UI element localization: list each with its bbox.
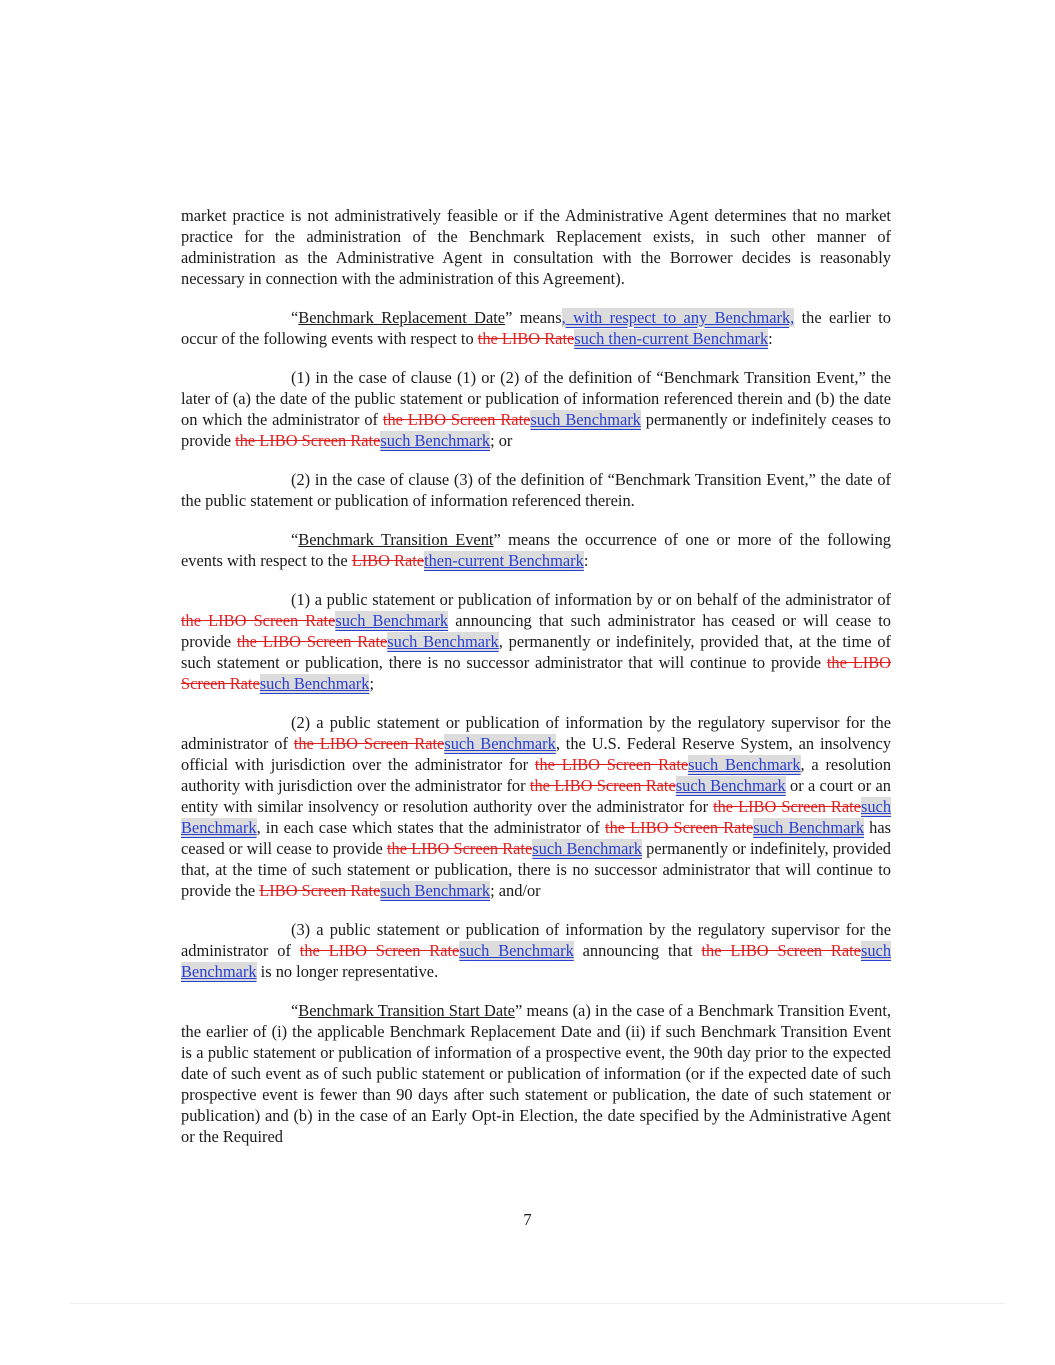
inserted-text: such Benchmark <box>530 410 641 429</box>
clause-1-transition-event: (1) a public statement or publication of information by or on behalf of the administrator of the LIBO Screen Ratesuch Benchmark announcing that such administrator has ceased or will cease to provide the LIBO Screen Ratesuch Benchmark, permanently or indefinitely, provided that, at the time of such statement or publication, there is no successor administrator that will continue to provide the LIBO Screen Ratesuch Benchmark; <box>181 590 892 693</box>
inserted-text: , with respect to any Benchmark, <box>561 308 795 327</box>
definition-benchmark-transition-start-date: “Benchmark Transition Start Date” means (a) in the case of a Benchmark Transition Event, the earlier of (i) the applicable Benchmark Replacement Date and (ii) if such Benchmark Transition Event is a public statement or publication of information of a prospective event, the 90th day prior to the expected date of such event as of such public statement or publication of information (or if the expected date of such prospective event is fewer than 90 days after such statement or publication, the date of such statement or publication) and (b) in the case of an Early Opt-in Election, the date specified by the Administrative Agent or the Required <box>181 1001 891 1146</box>
deleted-text: the LIBO Screen Rate <box>534 755 689 774</box>
deleted-text: the LIBO Screen Rate <box>181 653 891 693</box>
deleted-text: the LIBO Screen Rate <box>235 431 381 450</box>
definition-benchmark-transition-event: “Benchmark Transition Event” means the occurrence of one or more of the following events with respect to the LIBO Ratethen-current Benchmark: <box>181 530 891 570</box>
inserted-text: such Benchmark <box>688 755 801 774</box>
deleted-text: the LIBO Screen Rate <box>299 941 460 960</box>
defined-term: Benchmark Replacement Date <box>298 308 506 327</box>
deleted-text: the LIBO Rate <box>477 329 575 348</box>
close-quote: ” <box>493 530 501 549</box>
defined-term: Benchmark Transition Start Date <box>298 1001 515 1020</box>
inserted-text: such Benchmark <box>259 674 370 693</box>
document-page <box>181 205 891 1165</box>
close-quote: ” <box>514 1001 523 1020</box>
page-number: 7 <box>523 1210 532 1229</box>
inserted-text: such Benchmark <box>753 818 865 837</box>
defined-term: Benchmark Transition Event <box>298 530 494 549</box>
inserted-text: such Benchmark <box>181 797 892 837</box>
close-quote: ” <box>505 308 513 327</box>
footer-divider <box>70 1303 1005 1304</box>
inserted-text: such then-current Benchmark <box>574 329 769 348</box>
deleted-text: the LIBO Screen Rate <box>529 776 676 795</box>
open-quote: “ <box>291 308 299 327</box>
inserted-text: such Benchmark <box>387 632 499 651</box>
deleted-text: the LIBO Screen Rate <box>236 632 388 651</box>
clause-2-replacement-date: (2) in the case of clause (3) of the definition of “Benchmark Transition Event,” the date of the public statement or publication of information referenced therein. <box>181 470 891 510</box>
deleted-text: LIBO Rate <box>351 551 425 570</box>
deleted-text: the LIBO Screen Rate <box>293 734 445 753</box>
deleted-text: the LIBO Screen Rate <box>181 611 336 630</box>
inserted-text: such Benchmark <box>181 941 892 981</box>
inserted-text: such Benchmark <box>444 734 556 753</box>
definition-benchmark-replacement-date: “Benchmark Replacement Date” means, with respect to any Benchmark, the earlier to occur of the following events with respect to the LIBO Ratesuch then-current Benchmark: <box>181 308 892 348</box>
deleted-text: LIBO Screen Rate <box>259 881 381 900</box>
inserted-text: such Benchmark <box>532 839 642 858</box>
clause-2-transition-event: (2) a public statement or publication of information by the regulatory supervisor for the administrator of the LIBO Screen Ratesuch Benchmark, the U.S. Federal Reserve System, an insolvency official with jurisdiction over the administrator for the LIBO Screen Ratesuch Benchmark, a resolution authority with jurisdiction over the administrator for the LIBO Screen Ratesuch Benchmark or a court or an entity with similar insolvency or resolution authority over the administrator for the LIBO Screen Ratesuch Benchmark, in each case which states that the administrator of the LIBO Screen Ratesuch Benchmark has ceased or will cease to provide the LIBO Screen Ratesuch Benchmark permanently or indefinitely, provided that, at the time of such statement or publication, there is no successor administrator that will continue to provide the LIBO Screen Ratesuch Benchmark; and/or <box>181 713 892 900</box>
inserted-text: then-current Benchmark <box>424 551 584 570</box>
clause-1-replacement-date: (1) in the case of clause (1) or (2) of the definition of “Benchmark Transition Event,” the later of (a) the date of the public statement or publication of information referenced therein and (b) the date on which the administrator of the LIBO Screen Ratesuch Benchmark permanently or indefinitely ceases to provide the LIBO Screen Ratesuch Benchmark; or <box>181 368 891 450</box>
inserted-text: such Benchmark <box>380 431 491 450</box>
deleted-text: the LIBO Screen Rate <box>382 410 531 429</box>
deleted-text: the LIBO Screen Rate <box>386 839 533 858</box>
clause-3-transition-event: (3) a public statement or publication of information by the regulatory supervisor for the administrator of the LIBO Screen Ratesuch Benchmark announcing that the LIBO Screen Ratesuch Benchmark is no longer representative. <box>181 920 892 981</box>
paragraph-continuation: market practice is not administratively feasible or if the Administrative Agent determines that no market practice for the administration of the Benchmark Replacement exists, in such other manner of administration as the Administrative Agent in consultation with the Borrower decides is reasonably necessary in connection with the administration of this Agreement). <box>181 206 891 288</box>
inserted-text: such Benchmark <box>459 941 574 960</box>
deleted-text: the LIBO Screen Rate <box>701 941 861 960</box>
deleted-text: the LIBO Screen Rate <box>605 818 754 837</box>
inserted-text: such Benchmark <box>380 881 491 900</box>
inserted-text: such Benchmark <box>675 776 786 795</box>
open-quote: “ <box>291 530 299 549</box>
inserted-text: such Benchmark <box>335 611 449 630</box>
deleted-text: the LIBO Screen Rate <box>713 797 861 816</box>
open-quote: “ <box>291 1001 299 1020</box>
